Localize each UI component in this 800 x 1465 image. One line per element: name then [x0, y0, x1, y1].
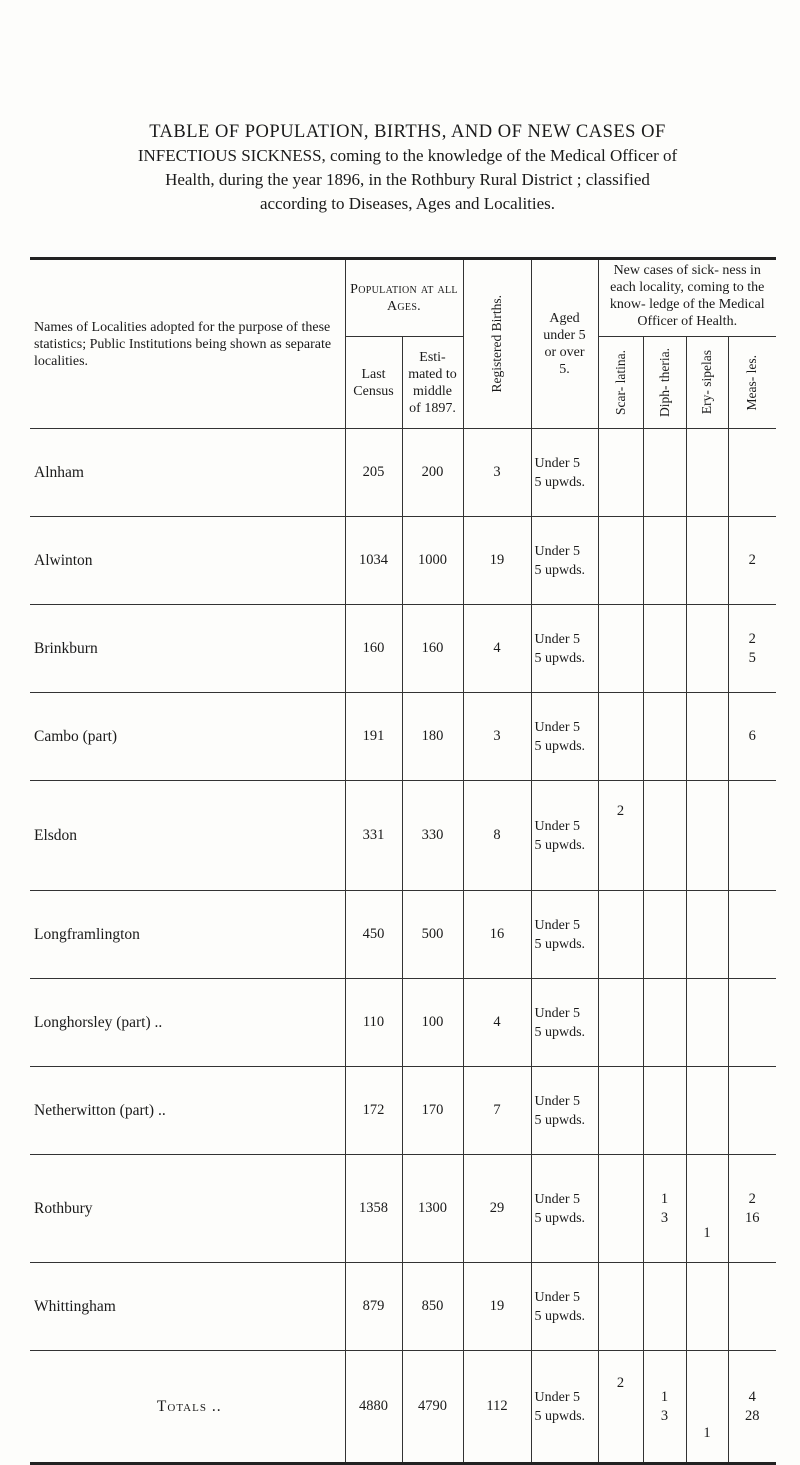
erysipelas-cell — [686, 517, 728, 605]
erysipelas-cell — [686, 429, 728, 517]
title-line-1: TABLE OF POPULATION, BIRTHS, AND OF NEW CASES OF — [149, 122, 666, 142]
diphtheria-cell — [643, 1067, 686, 1155]
aged-cell: Under 5 5 upwds. — [531, 1263, 598, 1351]
scarlatina-cell — [598, 429, 643, 517]
locality-name: Whittingham — [30, 1263, 345, 1351]
table-row — [30, 517, 776, 605]
title-line-2: INFECTIOUS SICKNESS, coming to the knowledge of the Medical Officer of — [137, 146, 678, 165]
diphtheria-cell: 1 3 — [643, 1155, 686, 1263]
diphtheria-total: 1 3 — [643, 1351, 686, 1463]
births-cell: 16 — [463, 891, 531, 979]
measles-cell — [728, 891, 776, 979]
births-cell: 19 — [463, 1263, 531, 1351]
erysipelas-cell — [686, 979, 728, 1067]
births-cell: 4 — [463, 605, 531, 693]
census-cell: 205 — [345, 429, 402, 517]
measles-cell — [728, 979, 776, 1067]
table-row — [30, 781, 776, 891]
totals-row — [30, 1351, 776, 1463]
aged-total: Under 5 5 upwds. — [531, 1351, 598, 1463]
measles-cell: 2 — [728, 517, 776, 605]
erysipelas-cell — [686, 1067, 728, 1155]
diphtheria-cell — [643, 429, 686, 517]
locality-name: Rothbury — [30, 1155, 345, 1263]
measles-cell — [728, 429, 776, 517]
births-total: 112 — [463, 1351, 531, 1463]
aged-cell: Under 5 5 upwds. — [531, 891, 598, 979]
table-row — [30, 605, 776, 693]
header-aged: Aged under 5 or over 5. — [531, 260, 598, 429]
locality-name: Cambo (part) — [30, 693, 345, 781]
table-row — [30, 693, 776, 781]
diphtheria-cell — [643, 693, 686, 781]
measles-cell — [728, 781, 776, 891]
scarlatina-cell — [598, 517, 643, 605]
census-cell: 1034 — [345, 517, 402, 605]
locality-name: Longhorsley (part) .. — [30, 979, 345, 1067]
measles-cell — [728, 1263, 776, 1351]
scarlatina-cell — [598, 1263, 643, 1351]
locality-name: Alwinton — [30, 517, 345, 605]
erysipelas-total: 1 — [686, 1351, 728, 1463]
estimated-cell: 850 — [402, 1263, 463, 1351]
estimated-cell: 1000 — [402, 517, 463, 605]
census-cell: 191 — [345, 693, 402, 781]
header-names: Names of Localities adopted for the purpose of these statistics; Public Institutions being shown as separate localities. — [34, 319, 332, 369]
estimated-cell: 500 — [402, 891, 463, 979]
estimated-cell: 160 — [402, 605, 463, 693]
table-row — [30, 429, 776, 517]
measles-cell: 2 16 — [728, 1155, 776, 1263]
diphtheria-cell — [643, 891, 686, 979]
table-title — [40, 120, 775, 216]
estimated-cell: 170 — [402, 1067, 463, 1155]
scarlatina-cell — [598, 1067, 643, 1155]
diphtheria-cell — [643, 1263, 686, 1351]
title-line-3: Health, during the year 1896, in the Rothbury Rural District ; classified — [165, 170, 650, 189]
births-cell: 29 — [463, 1155, 531, 1263]
table-row — [30, 1067, 776, 1155]
measles-cell: 2 5 — [728, 605, 776, 693]
erysipelas-cell — [686, 891, 728, 979]
estimated-cell: 1300 — [402, 1155, 463, 1263]
scarlatina-total: 2 — [598, 1351, 643, 1463]
diphtheria-cell — [643, 517, 686, 605]
aged-cell: Under 5 5 upwds. — [531, 1155, 598, 1263]
estimated-cell: 200 — [402, 429, 463, 517]
header-measles: Meas- les. — [728, 337, 776, 429]
aged-cell: Under 5 5 upwds. — [531, 1067, 598, 1155]
table-row — [30, 979, 776, 1067]
estimated-total: 4790 — [402, 1351, 463, 1463]
births-cell: 3 — [463, 693, 531, 781]
census-total: 4880 — [345, 1351, 402, 1463]
births-cell: 7 — [463, 1067, 531, 1155]
census-cell: 450 — [345, 891, 402, 979]
census-cell: 879 — [345, 1263, 402, 1351]
header-diphtheria: Diph- theria. — [643, 337, 686, 429]
header-registered-births: Registered Births. — [463, 260, 531, 429]
census-cell: 110 — [345, 979, 402, 1067]
births-cell: 19 — [463, 517, 531, 605]
header-scarlatina: Scar- latina. — [598, 337, 643, 429]
diphtheria-cell — [643, 605, 686, 693]
scarlatina-cell — [598, 979, 643, 1067]
aged-cell: Under 5 5 upwds. — [531, 979, 598, 1067]
census-cell: 160 — [345, 605, 402, 693]
scarlatina-cell — [598, 693, 643, 781]
locality-name: Netherwitton (part) .. — [30, 1067, 345, 1155]
diphtheria-cell — [643, 781, 686, 891]
estimated-cell: 180 — [402, 693, 463, 781]
births-cell: 3 — [463, 429, 531, 517]
population-table — [30, 257, 776, 1465]
erysipelas-cell — [686, 605, 728, 693]
header-last-census: Last Census — [345, 337, 402, 429]
table-row — [30, 1263, 776, 1351]
aged-cell: Under 5 5 upwds. — [531, 605, 598, 693]
aged-cell: Under 5 5 upwds. — [531, 693, 598, 781]
measles-cell: 6 — [728, 693, 776, 781]
header-estimated: Esti- mated to middle of 1897. — [402, 337, 463, 429]
locality-name: Alnham — [30, 429, 345, 517]
erysipelas-cell — [686, 1263, 728, 1351]
locality-name: Elsdon — [30, 781, 345, 891]
table-row — [30, 1155, 776, 1263]
aged-cell: Under 5 5 upwds. — [531, 781, 598, 891]
locality-name: Longframlington — [30, 891, 345, 979]
header-new-cases: New cases of sick- ness in each locality, coming to the know- ledge of the Medical Officer of Health. — [598, 260, 776, 337]
totals-label: Totals .. — [30, 1351, 345, 1463]
aged-cell: Under 5 5 upwds. — [531, 517, 598, 605]
title-line-4: according to Diseases, Ages and Localities. — [259, 194, 556, 213]
births-cell: 4 — [463, 979, 531, 1067]
census-cell: 172 — [345, 1067, 402, 1155]
estimated-cell: 330 — [402, 781, 463, 891]
erysipelas-cell — [686, 781, 728, 891]
census-cell: 1358 — [345, 1155, 402, 1263]
erysipelas-cell — [686, 693, 728, 781]
aged-cell: Under 5 5 upwds. — [531, 429, 598, 517]
measles-total: 4 28 — [728, 1351, 776, 1463]
locality-name: Brinkburn — [30, 605, 345, 693]
header-population: Population at all Ages. — [345, 260, 463, 337]
header-erysipelas: Ery- sipelas — [686, 337, 728, 429]
estimated-cell: 100 — [402, 979, 463, 1067]
census-cell: 331 — [345, 781, 402, 891]
scarlatina-cell — [598, 605, 643, 693]
table-row — [30, 891, 776, 979]
scarlatina-cell — [598, 1155, 643, 1263]
births-cell: 8 — [463, 781, 531, 891]
diphtheria-cell — [643, 979, 686, 1067]
erysipelas-cell: 1 — [686, 1155, 728, 1263]
measles-cell — [728, 1067, 776, 1155]
scarlatina-cell: 2 — [598, 781, 643, 891]
scarlatina-cell — [598, 891, 643, 979]
